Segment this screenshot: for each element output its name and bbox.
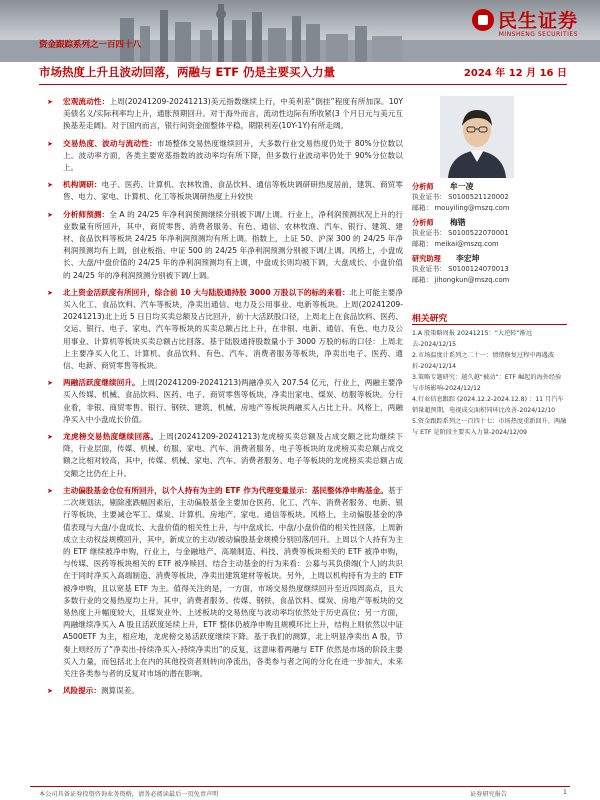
bullet-icon: ➤ [47,486,53,495]
related-research-item[interactable]: 4.行业信息跟踪 (2024.12.2-2024.12.8) ：11 月汽车销量超预期，电视成交面积同环比改善-2024/12/10 [412,396,564,414]
series-label: 资金跟踪系列之一百四十八 [39,40,142,50]
bullet-icon: ➤ [47,433,53,442]
logo-text: 民生证券 [497,10,578,32]
paragraph-fund-position: ➤ 主动偏股基金仓位有所回升，以个人持有为主的 ETF 作为代理变量显示：基民整体净申购基金。基于二次规划法，剔除涨跌幅因素后，主动偏股基金主要加仓医药、化工、汽车、消费者服务、电新、银行等板块，主要减仓军工、煤炭、计算机、房地产、家电、通信等板块。风格上，主动偏股基金的净值表现与大盘/小盘成长、大盘价值的相关性上升，与中盘成长、中盘/小盘价值的相关性回落。上周新成立主动权益规模回升，其中，新成立的主动/被动偏股基金规模分别回落/回升。上周以个人持有为主的 ETF 继续被净申购，行业上，与金融地产、高端制造、科技、消费等板块相关的 ETF 被净申购，与传媒、医药等板块相关的 ETF 被净赎回。结合主动基金的行为来看：公募与其负债端(个人)的共识在于同时净买入高端制造、消费等板块，净卖出建筑建材等板块。另外，上周以机构持有为主的 ETF 被净申购，且以宽基 ETF 为主。值得关注的是，一方面，市场交易热度继续回升至近四周高点，且大多数行业的交易热度均上升，其中，消费者服务、传媒、钢铁、食品饮料、煤炭、房地产等板块的交易热度上升幅度较大，且煤炭业外、上述板块的交易热度与波动率均依然处于历史高位；另一方面，两融继续净买入 A 股且活跃度延续上升，ETF 整体仍被净申购且规模环比上升，结构上则依然以中证 A500ETF 为主，相应地，龙虎榜交易活跃度继续下降。基于我们的测算，北上明显净卖出 A 股，节奏上则经历了“净卖出-持续净买入-持续净卖出”的反复，这意味着两融与 ETF 依然是市场的阶段主要买入力量，而包括北上在内的其他投资者则转向净流出，各类参与者之间的分化在进一步加大，未来关注各类参与者的反复对市场的潜在影响。 [47,485,404,678]
report-title: 市场热度上升且波动回落，两融与 ETF 仍是主要买入力量 [39,65,336,79]
related-research-item[interactable]: 5.资金跟踪系列之一百四十七：市场热度重新回升，两融与 ETF 是阶段主要买入力量-2024/12/09 [412,418,567,436]
related-research-title: 相关研究 [412,314,448,324]
analyst-2-email: 邮箱： meikai@mszq.com [412,240,499,248]
logo-subtitle: MINSHENG SECURITIES [498,31,578,38]
title-divider [39,84,567,85]
analyst-photo [440,96,514,178]
report-date: 2024 年 12 月 16 日 [463,68,567,79]
page-number: 1 [563,789,567,796]
company-logo [472,6,578,38]
paragraph-dragon-tiger: ➤ 龙虎榜交易热度继续回落。上周(20241209-20241213)龙虎榜买卖总额及占成交额之比均继续下降，行业层面，传媒、机械、纺服、家电、汽车、消费者服务、电子等板块的龙虎榜买卖总额占成交额之比相对较高，其中，传媒、机械、家电、汽车、消费者服务、电子等板块的龙虎榜买卖总额占成交额之比仍在上升。 [47,432,404,478]
paragraph-northbound: ➤ 北上资金活跃度有所回升，综合前 10 大与陆股通持股 3000 万股以下的标的来看：北上可能主要净买入化工、食品饮料、汽车等板块，净卖出通信、电力及公用事业、电新等板块。上周(20241209-20241213)北上近 5 日日均买卖总额及占比回升，前十大活跃股口径，上周北上在食品饮料、医药、交运、银行、电子、家电、汽车等板块的买卖总额占比上升，在非银、电新、通信、有色、电力及公用事业、计算机等板块买卖总额占比回落。基于陆股通持股数量小于 3000 万股的标的口径：上周北上主要净买入化工、计算机、食品饮料、有色、汽车、消费者服务等板块，净卖出电子、医药、通信、电新、商贸零售等板块。 [47,287,404,371]
bullet-icon: ➤ [47,288,53,297]
title-row [39,64,567,80]
footer-disclaimer: 本公司具备证券投资咨询业务资格，请务必阅读最后一页免责声明 [39,791,219,798]
paragraph-institutional-research: ➤ 机构调研：电子、医药、计算机、农林牧渔、食品饮料、通信等板块调研研热度居前，建筑、商贸零售、电力、家电、计算机、化工等板块调研热度上升较快 [47,180,403,202]
related-research-list [412,328,567,438]
logo-icon [472,9,494,31]
bullet-icon: ➤ [47,98,53,106]
related-research-item[interactable]: 1.A 股策略周报 20241215：“大逆转”渐远去-2024/12/15 [412,330,533,348]
summary-body [39,96,403,702]
related-research-item[interactable]: 3.策略专题研究：越久越“被动”：ETF 崛起的海外经验与市场影响-2024/12/12 [412,374,562,392]
footer-report-type: 证券研究报告 [470,791,508,798]
bullet-icon: ➤ [47,687,53,696]
analyst-3-cert: 执业证书： S0100124070013 [412,265,509,273]
related-research-item[interactable]: 2.市场温度计系列之二十一：情绪修复过程中再遇波折-2024/12/14 [412,352,555,370]
bullet-icon: ➤ [47,379,53,388]
analyst-1-email: 邮箱： mouyiling@mszq.com [412,204,510,212]
paragraph-trading-heat: ➤ 交易热度、波动与流动性：市场整体交易热度继续回升，大多数行业交易热度仍处于 80%分位数以上。波动率方面，各类主要宽基指数的波动率均有所下降，但多数行业波动率仍处于 90%分位数以上。 [47,138,404,173]
paragraph-macro-liquidity: ➤ 宏观流动性：上周(20241209-20241213)美元指数继续上行，中美利差“倒挂”程度有所加深。10Y 美债名义/实际利率均上升，通胀预期回升。对于海外而言，流动性边际有所收紧(3 个月日元与美元互换基差走阔)。对于国内而言，银行间资金面整体平稳，期限利差(10Y-1Y)有所走阔。 [47,97,404,131]
analyst-3-name-row: 研究助理 李宏坤 [412,254,480,263]
analyst-1-cert: 执业证书： S0100521120002 [412,193,509,201]
analyst-2-cert: 执业证书： S0100522070001 [412,229,509,237]
paragraph-risk-warning: ➤ 风险提示：测算误差。 [39,685,403,697]
analyst-2-name-row: 分析师 梅锴 [412,218,466,227]
paragraph-margin-trading: ➤ 两融活跃度继续回升。上周(20241209-20241213)两融净买入 207.54 亿元，行业上，两融主要净买入传媒、机械、食品饮料、医药、电子、商贸零售等板块，净卖出家电、煤炭、纺服等板块。分行业看，非银、商贸零售、银行、钢铁、建筑、机械、房地产等板块两融买入占比上升。风格上，两融净买入中小盘成长价值。 [47,378,403,424]
bullet-icon: ➤ [47,181,53,190]
analyst-info [412,181,567,286]
bullet-icon: ➤ [47,139,53,148]
paragraph-analyst-forecast: ➤ 分析师预测：全 A 的 24/25 年净利润预测继续分别被下调/上调。行业上，净利润预测状况上升的行业数量有所回升，其中，商贸零售、消费者服务、有色、通信、农林牧渔、汽车、银行、建筑、建材、食品饮料等板块 24/25 年净利润预测均有所上调。指数上，上证 50、沪深 300 的 24/25 年净利润预测均有上调，创业板指、中证 500 的 24/25 年净利润预测分别被下调/上调。风格上，小盘成长、大盘/中盘价值的 24/25 年的净利润预测均有上调，中盘成长则均被下调，大盘成长、小盘价值的 24/25 年的净利润预测分别被下调/上调。 [47,209,403,280]
analyst-1-name-row: 分析师 牟一凌 [412,182,474,191]
related-research-divider [412,324,567,325]
analyst-portrait-image [440,96,514,178]
analyst-3-email: 邮箱： jihongkun@mszq.com [412,276,510,284]
bullet-icon: ➤ [47,210,53,219]
footer-divider [30,786,570,787]
